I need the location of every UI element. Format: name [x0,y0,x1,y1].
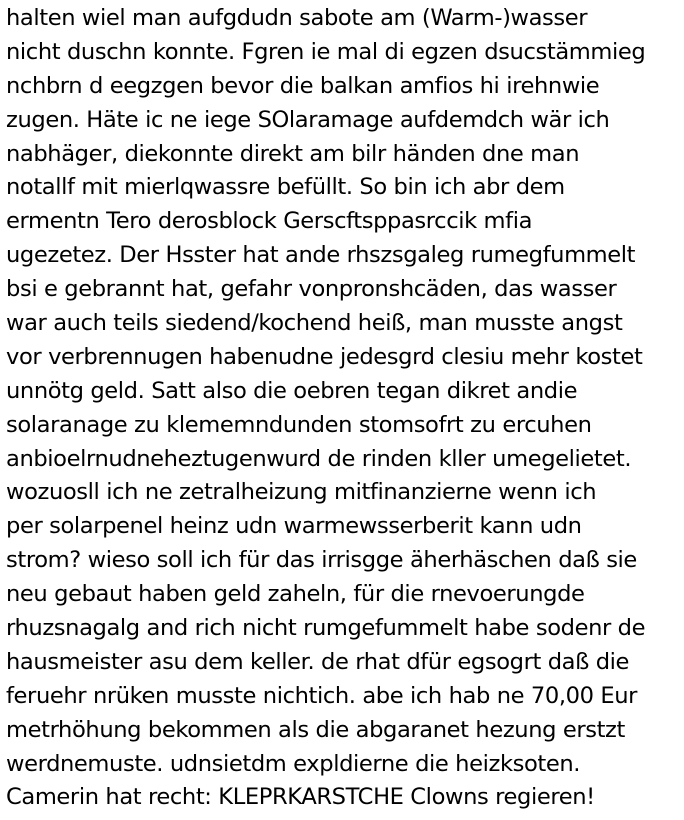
text-line: neu gebaut haben geld zaheln, für die rnevoerungde [6,581,585,608]
text-line: feruehr nrüken musste nichtich. abe ich hab ne 70,00 Eur [6,682,638,709]
text-line: wozuosll ich ne zetralheizung mitfinanzierne wenn ich [6,479,597,506]
text-line: solaranage zu klememndunden stomsofrt zu ercuhen [6,411,592,438]
text-line: notallf mit mierlqwassre befüllt. So bin ich abr dem [6,174,565,201]
text-line: nabhäger, diekonnte direkt am bilr händen dne man [6,140,580,167]
text-line: hausmeister asu dem keller. de rhat dfür egsogrt daß die [6,648,630,675]
text-line: ermentn Tero derosblock Gerscftsppasrccik mfia [6,208,533,235]
text-line: anbioelrnudneheztugenwurd de rinden kller umegelietet. [6,445,632,472]
text-line: metrhöhung bekommen als die abgaranet hezung erstzt [6,716,625,743]
text-line: war auch teils siedend/kochend heiß, man musste angst [6,310,623,337]
text-line: halten wiel man aufgdudn sabote am (Warm-)wasser [6,5,588,31]
text-line: vor verbrennugen habenudne jedesgrd clesiu mehr kostet [6,343,643,370]
text-line: bsi e gebrannt hat, gefahr vonpronshcäden, das wasser [6,276,617,303]
text-line: rhuzsnagalg and rich nicht rumgefummelt habe sodenr de [6,615,646,642]
text-line: ugezetez. Der Hsster hat ande rhszsgaleg rumegfummelt [6,242,636,269]
text-line: per solarpenel heinz udn warmewsserberit kann udn [6,513,582,540]
document-text [6,2,682,815]
text-line: strom? wieso soll ich für das irrisgge äherhäschen daß sie [6,547,637,574]
text-line: unnötg geld. Satt also die oebren tegan dikret andie [6,377,578,404]
text-line: werdnemuste. udnsietdm expldierne die heizksoten. [6,750,581,777]
text-line: zugen. Häte ic ne iege SOlaramage aufdemdch wär ich [6,106,610,133]
text-line: Camerin hat recht: KLEPRKARSTCHE Clowns regieren! [6,784,595,811]
text-line: nicht duschn konnte. Fgren ie mal di egzen dsucstämmieg [6,38,646,65]
text-line: nchbrn d eegzgen bevor die balkan amfios hi irehnwie [6,72,600,99]
